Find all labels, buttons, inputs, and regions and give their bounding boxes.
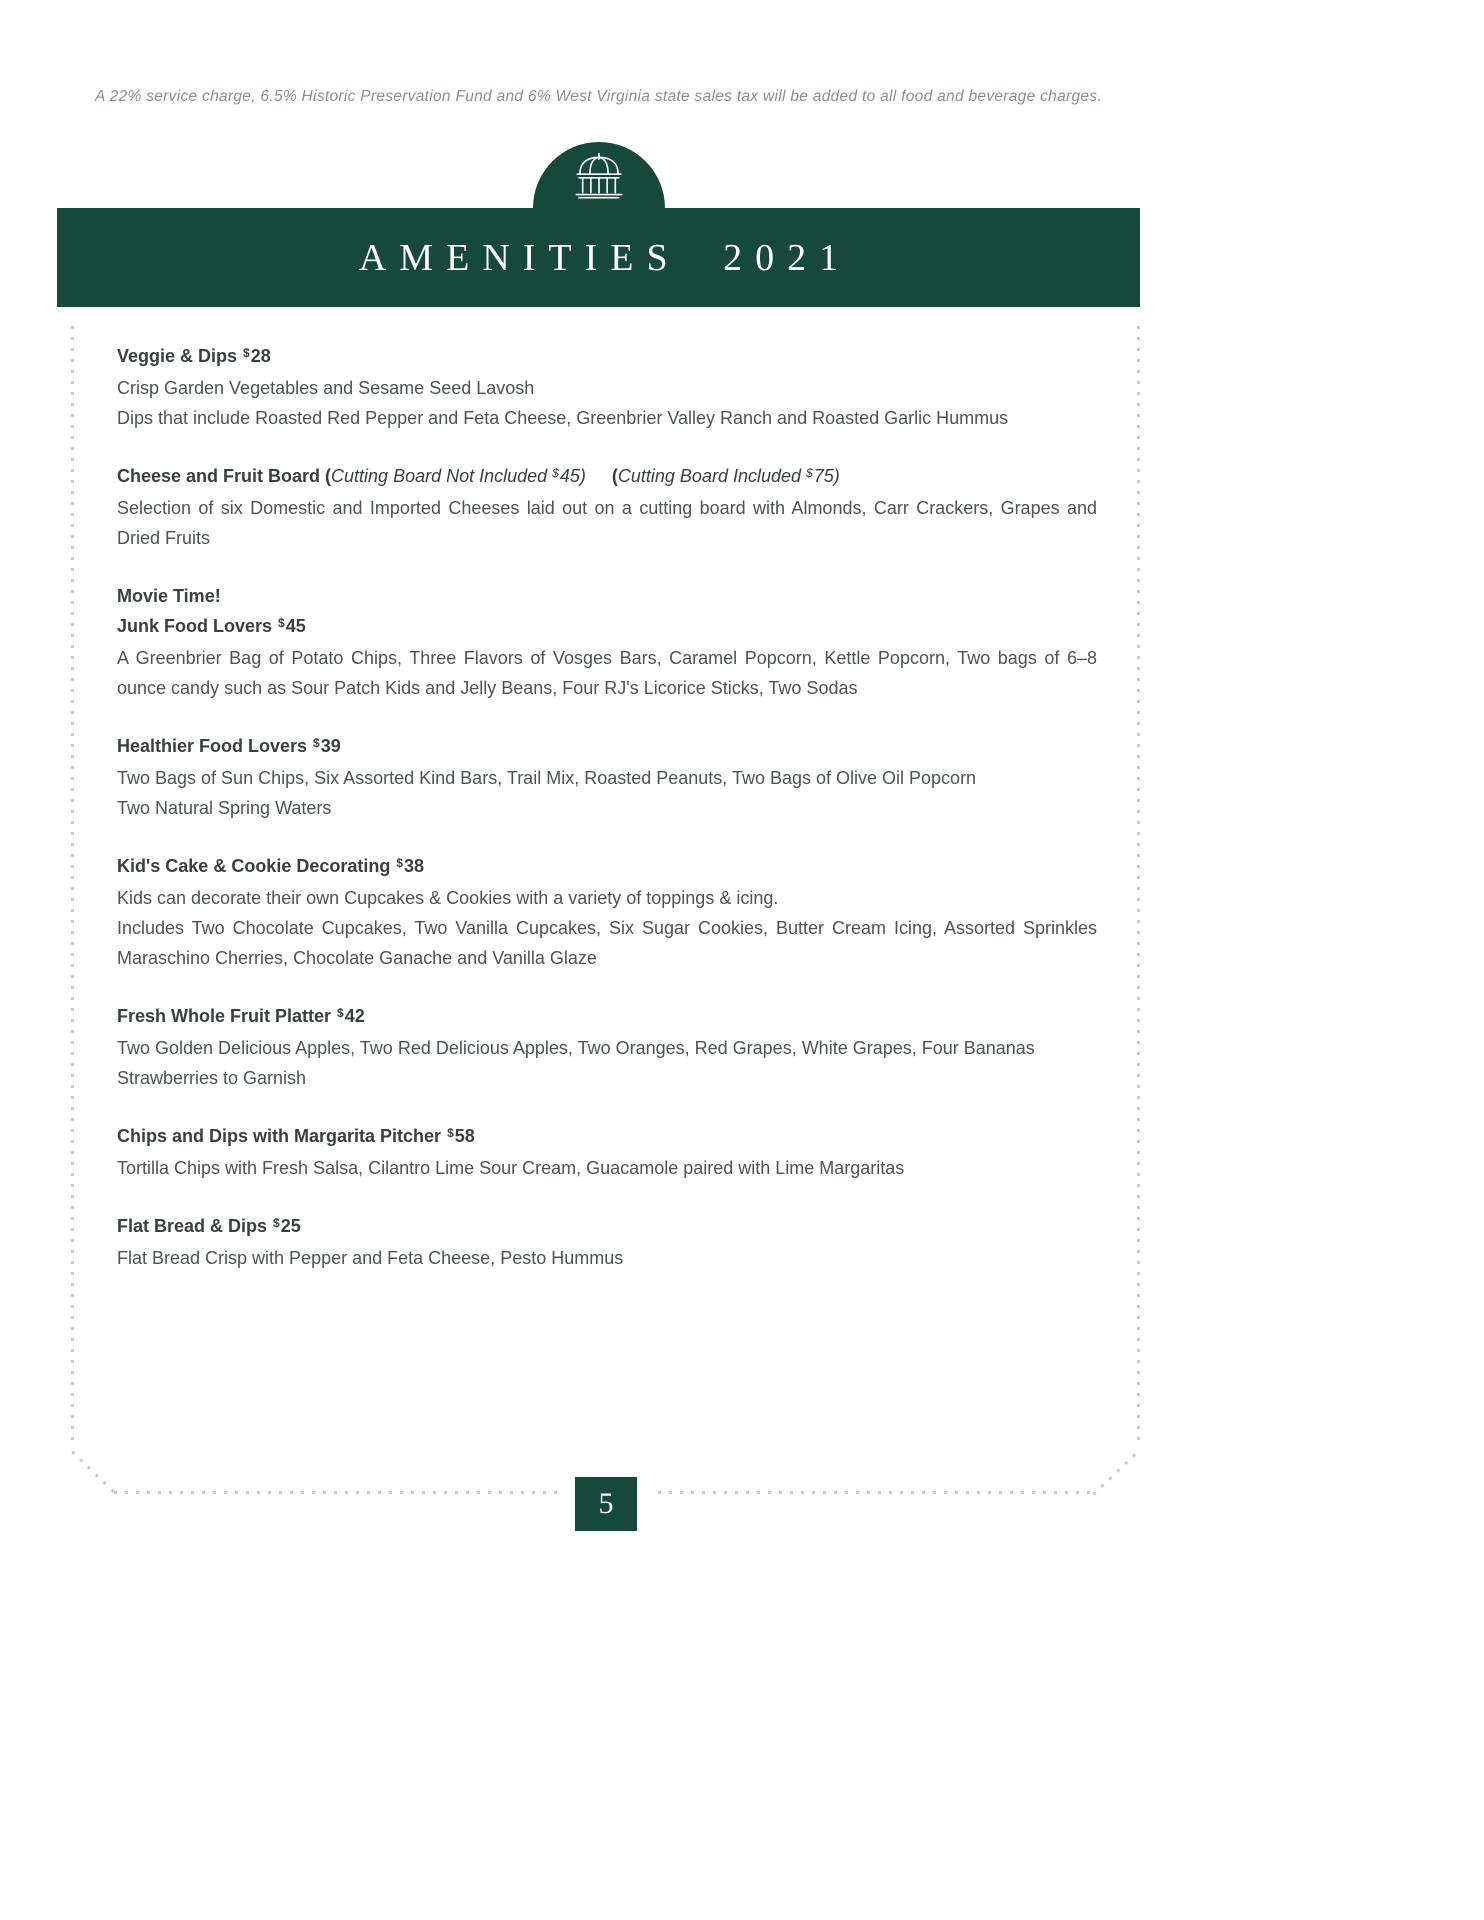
dotted-border-bottom-left xyxy=(114,1491,560,1494)
item-description: Flat Bread Crisp with Pepper and Feta Cheese, Pesto Hummus xyxy=(117,1248,624,1268)
dollar-sign: $ xyxy=(278,615,285,630)
item-name: Junk Food Lovers xyxy=(117,616,273,636)
price-value: 42 xyxy=(344,1006,365,1026)
option-close-paren: ) xyxy=(833,466,840,486)
option-label: Cutting Board Included xyxy=(617,466,807,486)
page-title: AMENITIES 2021 xyxy=(358,236,852,279)
price-value: 45 xyxy=(559,466,580,486)
item-name: Healthier Food Lovers xyxy=(117,736,308,756)
item-description: Tortilla Chips with Fresh Salsa, Cilantro Lime Sour Cream, Guacamole paired with Lime Margaritas xyxy=(117,1158,905,1178)
menu-item-chips-dips-margarita xyxy=(117,1121,1097,1183)
item-price xyxy=(552,466,580,486)
item-price xyxy=(278,616,306,636)
item-description: Strawberries to Garnish xyxy=(117,1068,307,1088)
dollar-sign: $ xyxy=(273,1215,280,1230)
item-title xyxy=(117,341,1097,373)
item-name: Fresh Whole Fruit Platter xyxy=(117,1006,332,1026)
item-title xyxy=(117,1211,1097,1243)
item-description: Two Bags of Sun Chips, Six Assorted Kind Bars, Trail Mix, Roasted Peanuts, Two Bags of Olive Oil Popcorn xyxy=(117,768,977,788)
menu-list xyxy=(117,341,1097,1301)
item-title xyxy=(117,851,1097,883)
dome-icon xyxy=(570,151,628,205)
item-description: A Greenbrier Bag of Potato Chips, Three Flavors of Vosges Bars, Caramel Popcorn, Kettle Popcorn, Two bags of 6–8 ounce candy such as Sour Patch Kids and Jelly Beans, Four RJ's Licorice Sticks, Two Sodas xyxy=(117,648,1097,698)
item-description: Includes Two Chocolate Cupcakes, Two Vanilla Cupcakes, Six Sugar Cookies, Butter Cream Icing, Assorted Sprinkles Maraschino Cherries, Chocolate Ganache and Vanilla Glaze xyxy=(117,918,1097,968)
menu-item-junk-food-lovers xyxy=(117,581,1097,703)
item-price xyxy=(243,346,271,366)
item-description: Kids can decorate their own Cupcakes & Cookies with a variety of toppings & icing. xyxy=(117,888,779,908)
dollar-sign: $ xyxy=(337,1005,344,1020)
item-title xyxy=(117,731,1097,763)
dollar-sign: $ xyxy=(313,735,320,750)
dotted-border-corner-right xyxy=(1092,1450,1139,1495)
item-description: Dips that include Roasted Red Pepper and Feta Cheese, Greenbrier Valley Ranch and Roasted Garlic Hummus xyxy=(117,408,1009,428)
title-banner xyxy=(57,208,1140,307)
item-name: Chips and Dips with Margarita Pitcher xyxy=(117,1126,442,1146)
item-name: Flat Bread & Dips xyxy=(117,1216,268,1236)
price-value: 45 xyxy=(285,616,306,636)
tax-disclaimer: A 22% service charge, 6.5% Historic Preservation Fund and 6% West Virginia state sales tax will be added to all food and beverage charges. xyxy=(95,88,1102,105)
option-close-paren: ) xyxy=(579,466,586,486)
page-number: 5 xyxy=(598,1487,614,1520)
item-name: Kid's Cake & Cookie Decorating xyxy=(117,856,391,876)
item-price xyxy=(396,856,424,876)
dollar-sign: $ xyxy=(552,465,559,480)
dotted-border-corner-left xyxy=(71,1450,118,1495)
dollar-sign: $ xyxy=(396,855,404,870)
price-value: 39 xyxy=(320,736,341,756)
dotted-border-left xyxy=(71,326,74,1448)
item-price xyxy=(447,1126,475,1146)
option-open-paren: ( xyxy=(611,466,618,486)
menu-item-flat-bread-dips xyxy=(117,1211,1097,1273)
item-description: Two Golden Delicious Apples, Two Red Delicious Apples, Two Oranges, Red Grapes, White Grapes, Four Bananas xyxy=(117,1038,1035,1058)
item-description: Crisp Garden Vegetables and Sesame Seed Lavosh xyxy=(117,378,535,398)
price-value: 28 xyxy=(250,346,271,366)
price-value: 25 xyxy=(280,1216,301,1236)
item-title xyxy=(117,461,1097,493)
dotted-border-right xyxy=(1137,326,1140,1448)
menu-item-veggie-dips xyxy=(117,341,1097,433)
item-pretitle: Movie Time! xyxy=(117,586,221,606)
item-title xyxy=(117,1121,1097,1153)
item-price xyxy=(273,1216,301,1236)
menu-item-kids-cake-cookie-decorating xyxy=(117,851,1097,973)
item-name: Cheese and Fruit Board ( xyxy=(117,466,332,486)
dollar-sign: $ xyxy=(806,465,813,480)
dollar-sign: $ xyxy=(243,345,250,360)
price-value: 75 xyxy=(813,466,834,486)
dollar-sign: $ xyxy=(447,1125,454,1140)
item-price xyxy=(806,466,834,486)
item-description: Selection of six Domestic and Imported Cheeses laid out on a cutting board with Almonds, Carr Crackers, Grapes and Dried Fruits xyxy=(117,498,1097,548)
page-number-badge xyxy=(575,1477,637,1531)
menu-item-healthier-food-lovers xyxy=(117,731,1097,823)
item-price xyxy=(313,736,341,756)
price-value: 58 xyxy=(454,1126,475,1146)
price-value: 38 xyxy=(404,856,425,876)
menu-item-fresh-whole-fruit-platter xyxy=(117,1001,1097,1093)
menu-item-cheese-fruit-board xyxy=(117,461,1097,553)
item-title xyxy=(117,1001,1097,1033)
dotted-border-bottom-right xyxy=(658,1491,1098,1494)
option-label: Cutting Board Not Included xyxy=(331,466,553,486)
item-price xyxy=(337,1006,365,1026)
item-description: Two Natural Spring Waters xyxy=(117,798,332,818)
item-title xyxy=(117,611,1097,643)
dome-circle xyxy=(533,142,665,208)
item-name: Veggie & Dips xyxy=(117,346,238,366)
